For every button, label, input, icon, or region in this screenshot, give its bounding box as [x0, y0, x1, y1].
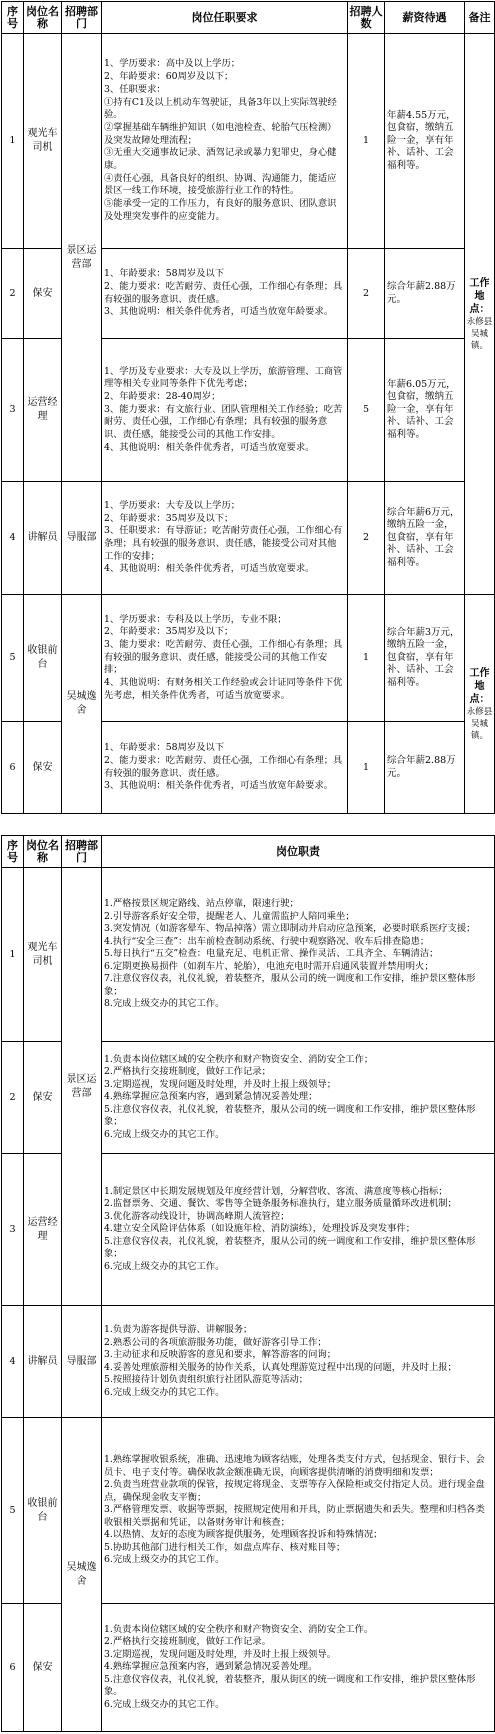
- location-label: 工作地点：: [469, 277, 490, 315]
- position-duties: 1.负责本岗位辖区域的安全秩序和财产物资安全、消防安全工作。 2.严格执行交接班制度，做好工作记录。 3.定期巡视，发现问题及时处理，并及时上报上级领导。 4.熟练掌握应急预案内容，遇到紧急情况妥善处理。 5.注意仪容仪表，礼仪礼貌，着装整齐，服从街区的统一调度和工作安排，维护景区整体形象。 6.完成上级交办的其它工作。: [102, 1604, 495, 1732]
- row-seq: 1: [2, 868, 24, 1042]
- position-duties: 1.熟练掌握收银系统，准确、迅速地为顾客结账，处理各类支付方式，包括现金、银行卡、会员卡、电子支付等。确保收款金额准确无误，向顾客提供清晰的消费明细和发票； 2.负责当班营业款项的保管，按规定将现金、支票等存入保险柜或交付指定人员。进行现金盘点，确保现金收支平衡； 3.严格管理发票、收据等票据，按照规定使用和开具，防止票据遗失和丢失。整理和归档各类收银相关票据和凭证，以备财务审计和核查； 4.以热情、友好的态度为顾客提供服务，处理顾客投诉和特殊情况； 5.协助其他部门进行相关工作，如盘点库存、核对账目等； 6.完成上级交办的其它工作。: [102, 1418, 495, 1604]
- row-seq: 5: [2, 595, 24, 722]
- position-name: 观光车司机: [24, 34, 62, 249]
- department-scenic: 景区运营部: [62, 868, 102, 1306]
- table-row: [2, 595, 495, 722]
- position-duties: 1.制定景区中长期发展规划及年度经营计划，分解营收、客流、满意度等核心指标； 2.监督票务、交通、餐饮、零售等全链条服务标准执行，建立服务质量循环改进机制； 3.优化游客动线设计，协调高峰期人流管控； 4.建立安全风险评估体系（如设施年检、消防演练），处理投诉及突发事件； 5.注意仪容仪表，礼仪礼貌，着装整齐，服从公司的统一调度和工作安排，维护景区整体形象； 6.完成上级交办的其它工作。: [102, 1154, 495, 1306]
- row-seq: 3: [2, 339, 24, 482]
- position-name: 保安: [24, 722, 62, 814]
- department-wucheng: 吴城逸舍: [62, 1418, 102, 1732]
- position-duties: 1.负责为游客提供导游、讲解服务； 2.熟悉公司的各项旅游服务功能，做好游客引导工作； 3.主动征求和反映游客的意见和要求，解答游客的问询； 4.妥善处理旅游相关服务的协作关系，认真处理游览过程中出现的问题，并及时上报； 5.按照接待计划负责组织旅行社团队游览等活动； 6.完成上级交办的其它工作。: [102, 1306, 495, 1418]
- table-row: [2, 482, 495, 595]
- position-requirements: 1、年龄要求：58周岁及以下 2、能力要求：吃苦耐劳、责任心强，工作细心有条理；具有较强的服务意识、责任感。 3、其他说明：相关条件优秀者，可适当放宽年龄要求。: [102, 249, 348, 339]
- position-name: 讲解员: [24, 482, 62, 595]
- location-value: 永修县吴城镇。: [466, 316, 493, 351]
- location-value: 永修县吴城镇。: [466, 706, 493, 741]
- header-note: 备注: [465, 2, 495, 34]
- headcount: 5: [348, 339, 385, 482]
- position-requirements: 1、年龄要求：58周岁及以下 2、能力要求：吃苦耐劳、责任心强，工作细心有条理；具有较强的服务意识、责任感。 3、其他说明：相关条件优秀者，可适当放宽年龄要求。: [102, 722, 348, 814]
- position-name: 运营经理: [24, 1154, 62, 1306]
- location-note-2: [465, 595, 495, 814]
- table-row: [2, 1306, 495, 1418]
- salary: 综合年薪6万元，缴纳五险一金，包食宿，享有年补、话补、工会福利等。: [385, 482, 465, 595]
- headcount: 2: [348, 482, 385, 595]
- position-requirements: 1、学历要求：高中及以上学历； 2、年龄要求：60周岁及以下； 3、任职要求： ①持有C1及以上机动车驾驶证，具备3年以上实际驾驶经验。 ②掌握基础车辆维护知识（如电池检查、轮胎气压检测）及突发故障处理流程； ③无重大交通事故记录、酒驾记录或暴力犯罪史，身心健康。 ④责任心强，具备良好的组织、协调、沟通能力，能适应景区一线工作环境，接受旅游行业工作的特性。 ⑤能承受一定的工作压力，有良好的服务意识、团队意识及处理突发事件的应变能力。: [102, 34, 348, 249]
- headcount: 2: [348, 249, 385, 339]
- headcount: 1: [348, 722, 385, 814]
- header-department: 招聘部门: [62, 836, 102, 868]
- department-scenic: 景区运营部: [62, 34, 102, 482]
- position-name: 保安: [24, 1604, 62, 1732]
- row-seq: 6: [2, 722, 24, 814]
- row-seq: 6: [2, 1604, 24, 1732]
- position-name: 保安: [24, 249, 62, 339]
- salary: 综合年薪3万元，缴纳五险一金，包食宿，享有年补、话补、工会福利等。: [385, 595, 465, 722]
- department-guide: 导服部: [62, 1306, 102, 1418]
- header-requirements: 岗位任职要求: [102, 2, 348, 34]
- header-duties: 岗位职责: [102, 836, 495, 868]
- row-seq: 5: [2, 1418, 24, 1604]
- salary: 综合年薪2.88万元。: [385, 249, 465, 339]
- header-department: 招聘部门: [62, 2, 102, 34]
- salary: 年薪6.05万元，包食宿，缴纳五险一金，享有年补、话补、工会福利等。: [385, 339, 465, 482]
- position-name: 收银前台: [24, 595, 62, 722]
- location-note-1: [465, 34, 495, 595]
- header-salary: 薪资待遇: [385, 2, 465, 34]
- salary: 综合年薪2.88万元。: [385, 722, 465, 814]
- salary: 年薪4.55万元，包食宿，缴纳五险一金，享有年补、话补、工会福利等。: [385, 34, 465, 249]
- table-row: [2, 34, 495, 249]
- header-seq: 序号: [2, 836, 24, 868]
- position-duties: 1.负责本岗位辖区域的安全秩序和财产物资安全、消防安全工作； 2.严格执行交接班制度，做好工作记录； 3.定期巡视，发现问题及时处理，并及时上报上级领导； 4.熟练掌握应急预案内容，遇到紧急情况妥善处理； 5.注意仪容仪表，礼仪礼貌，着装整齐，服从公司的统一调度和工作安排，维护景区整体形象； 6.完成上级交办的其它工作。: [102, 1042, 495, 1154]
- row-seq: 4: [2, 1306, 24, 1418]
- headcount: 1: [348, 34, 385, 249]
- location-label: 工作地点：: [469, 667, 490, 705]
- row-seq: 4: [2, 482, 24, 595]
- position-name: 运营经理: [24, 339, 62, 482]
- table-row: [2, 1418, 495, 1604]
- recruitment-requirements-table: [1, 1, 495, 814]
- header-position-name: 岗位名称: [24, 836, 62, 868]
- position-name: 保安: [24, 1042, 62, 1154]
- position-requirements: 1、学历及专业要求：大专及以上学历，旅游管理、工商管理等相关专业同等条件下优先考虑； 2、年龄要求：28-40周岁； 3、能力要求：有文旅行业、团队管理相关工作经验；吃苦耐劳、责任心强，工作细心有条理；具有较强的服务意识、责任感，能接受公司的其他工作安排。 4、其他说明：相关条件优秀者，可适当放宽要求。: [102, 339, 348, 482]
- position-requirements: 1、学历要求：专科及以上学历，专业不限； 2、年龄要求：35周岁及以下； 3、能力要求：吃苦耐劳、责任心强，工作细心有条理；具有较强的服务意识、责任感，能接受公司的其他工作安排； 4、其他说明：有财务相关工作经验或会计证同等条件下优先考虑，相关条件优秀者，可适当放宽要求。: [102, 595, 348, 722]
- table-row: [2, 868, 495, 1042]
- position-requirements: 1、学历要求：大专及以上学历； 2、年龄要求：35周岁及以下； 3、任职要求：有导游证；吃苦耐劳责任心强，工作细心有条理；具有较强的服务意识、责任感，能接受公司对其他工作的安排； 4、其他说明：相关条件优秀者，可适当放宽要求。: [102, 482, 348, 595]
- row-seq: 3: [2, 1154, 24, 1306]
- header-headcount: 招聘人数: [348, 2, 385, 34]
- position-name: 收银前台: [24, 1418, 62, 1604]
- row-seq: 1: [2, 34, 24, 249]
- position-name: 观光车司机: [24, 868, 62, 1042]
- header-seq: 序号: [2, 2, 24, 34]
- headcount: 1: [348, 595, 385, 722]
- row-seq: 2: [2, 249, 24, 339]
- position-duties: 1.严格按景区规定路线、站点停靠，限速行驶； 2.引导游客系好安全带，提醒老人、儿童需监护人陪同乘坐； 3.突发情况（如游客晕车、物品掉落）需立即制动并启动应急预案，必要时联系医疗支援； 4.执行“安全三查”：出车前检查制动系统、行驶中观察路况、收车后排查隐患； 5.每日执行“五交”检查：电量充足、电机正常、操作灵活、工具齐全、车辆清洁； 6.定期更换易损件（如刹车片、轮胎），电池充电时需开启通风装置并禁用明火； 7.注意仪容仪表，礼仪礼貌，着装整齐，服从公司的统一调度和工作安排，维护景区整体形象； 8.完成上级交办的其它工作。: [102, 868, 495, 1042]
- department-guide: 导服部: [62, 482, 102, 595]
- row-seq: 2: [2, 1042, 24, 1154]
- header-position-name: 岗位名称: [24, 2, 62, 34]
- position-name: 讲解员: [24, 1306, 62, 1418]
- job-duties-table: [1, 835, 495, 1732]
- department-wucheng: 吴城逸舍: [62, 595, 102, 814]
